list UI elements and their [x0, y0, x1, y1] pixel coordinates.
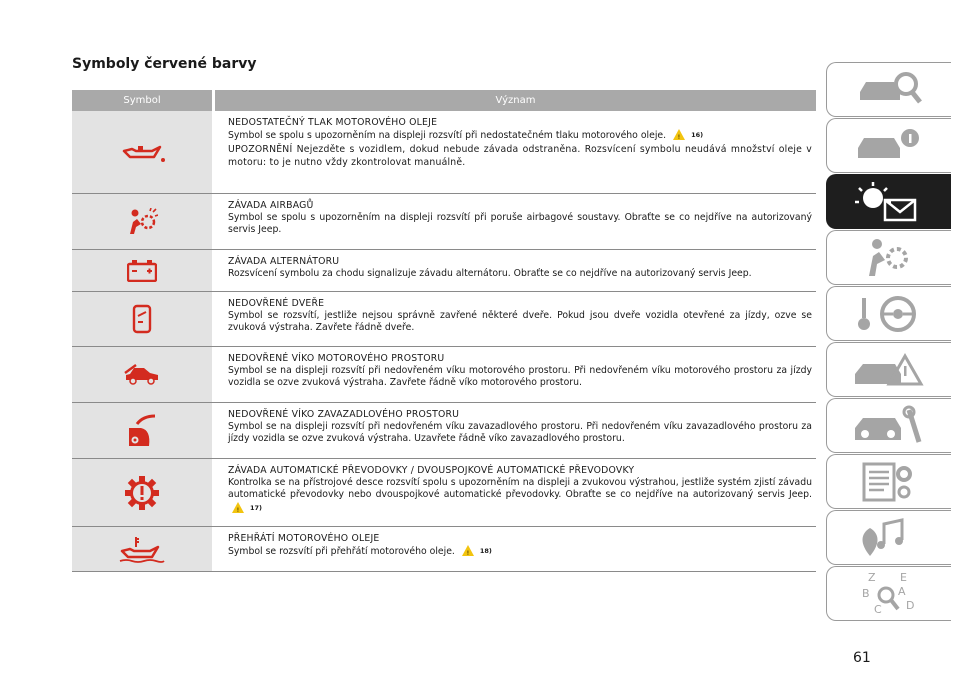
- tab-index[interactable]: [826, 566, 951, 621]
- tab-car-info[interactable]: [826, 118, 951, 173]
- meaning-cell: [215, 527, 816, 571]
- symbol-cell: [72, 347, 212, 402]
- caution-icon: [232, 502, 244, 513]
- row-text: Symbol se spolu s upozorněním na displeji rozsvítí při poruše airbagové soustavy. Obraťte se co nejdříve na autorizovaný servis Jeep.: [228, 212, 812, 236]
- tab-technical-data[interactable]: [826, 454, 951, 509]
- symbol-cell: [72, 459, 212, 526]
- header-meaning: Význam: [495, 95, 536, 106]
- symbol-cell: [72, 250, 212, 291]
- tab-multimedia[interactable]: [826, 510, 951, 565]
- note-ref: 18): [479, 547, 492, 556]
- index-icon: [854, 569, 924, 619]
- car-search-icon: [854, 70, 924, 110]
- table-row: [72, 292, 816, 347]
- table-row: [72, 527, 816, 572]
- table-row: [72, 459, 816, 527]
- meaning-cell: [215, 347, 816, 402]
- row-text: Symbol se na displeji rozsvítí při nedovřeném víku motorového prostoru. Při nedovřeném víku motorového prostoru za jízdy vozidla se ozve zvuková výstraha. Zavřete řádně víko motorového prostoru.: [228, 365, 812, 389]
- table-header: [72, 90, 816, 111]
- row-heading: ZÁVADA AIRBAGŮ: [228, 200, 314, 211]
- tab-warning-lights[interactable]: [826, 174, 951, 229]
- note-ref: 16): [691, 131, 704, 140]
- row-heading: ZÁVADA AUTOMATICKÉ PŘEVODOVKY / DVOUSPOJKOVÉ AUTOMATICKÉ PŘEVODOVKY: [228, 465, 635, 476]
- airbag-fault-icon: [126, 208, 158, 236]
- page-title: Symboly červené barvy: [72, 56, 257, 72]
- svg-text:!: !: [677, 134, 681, 141]
- meaning-cell: [215, 111, 816, 193]
- header-symbol: Symbol: [123, 95, 161, 106]
- car-info-icon: [854, 126, 924, 166]
- meaning-cell: [215, 403, 816, 458]
- battery-icon: [127, 260, 157, 282]
- row-heading: NEDOVŘENÉ VÍKO MOTOROVÉHO PROSTORU: [228, 353, 445, 364]
- technical-data-icon: [854, 460, 924, 504]
- row-text: Rozsvícení symbolu za chodu signalizuje závadu alternátoru. Obraťte se co nejdříve na autorizovaný servis Jeep.: [228, 268, 752, 280]
- airbag-seat-icon: [859, 236, 919, 280]
- meaning-cell: [215, 459, 816, 526]
- row-heading: ZÁVADA ALTERNÁTORU: [228, 256, 340, 267]
- symbol-cell: [72, 527, 212, 571]
- row-heading: PŘEHŘÁTÍ MOTOROVÉHO OLEJE: [228, 533, 380, 544]
- row-heading: NEDOVŘENÉ DVEŘE: [228, 298, 325, 309]
- car-maintenance-icon: [849, 404, 929, 448]
- multimedia-icon: [854, 516, 924, 560]
- oil-overheat-icon: [118, 535, 166, 563]
- row-text: Kontrolka se na přístrojové desce rozsvítí spolu s upozorněním na displeji a zvukovou výstrahou, jestliže systém zjistí závadu automatické převodovky nebo dvouspojkové automatické převodovky. Obraťte se co nejdříve na autorizovaný servis Jeep.: [228, 477, 812, 501]
- symbol-cell: [72, 111, 212, 193]
- index-letter-c: C: [874, 602, 882, 616]
- index-letter-d: D: [906, 598, 915, 612]
- row-text: Symbol se rozsvítí, jestliže nejsou správně zavřené některé dveře. Pokud jsou dveře vozidla otevřené za jízdy, ozve se zvuková výstraha. Zavřete řádně dveře.: [228, 310, 812, 334]
- row-heading: NEDOSTATEČNÝ TLAK MOTOROVÉHO OLEJE: [228, 117, 438, 128]
- symbol-cell: [72, 292, 212, 346]
- meaning-cell: [215, 292, 816, 346]
- tab-car-search[interactable]: [826, 62, 951, 117]
- starting-driving-icon: [854, 292, 924, 336]
- row-text: Symbol se na displeji rozsvítí při nedovřeném víku zavazadlového prostoru. Při nedovřeném víku zavazadlového prostoru za jízdy vozidla se ozve zvuková výstraha. Uzavřete řádně víko zavazadlového prostoru.: [228, 421, 812, 445]
- row-text: Symbol se spolu s upozorněním na displeji rozsvítí při nedostatečném tlaku motorového oleje.: [228, 130, 667, 142]
- index-letter-e: E: [900, 570, 907, 584]
- page-number: 61: [853, 650, 871, 666]
- table-row: [72, 347, 816, 403]
- table-row: [72, 111, 816, 194]
- tab-maintenance[interactable]: [826, 398, 951, 453]
- symbol-cell: [72, 194, 212, 249]
- tab-emergency[interactable]: [826, 342, 951, 397]
- hood-open-icon: [124, 364, 160, 386]
- caution-icon: [673, 129, 685, 140]
- emergency-triangle-icon: [849, 348, 929, 392]
- transmission-fault-icon: [125, 476, 159, 510]
- index-letter-a: A: [898, 584, 906, 598]
- tab-starting-driving[interactable]: [826, 286, 951, 341]
- index-letter-b: B: [862, 586, 870, 600]
- meaning-cell: [215, 194, 816, 249]
- note-ref: 17): [250, 503, 263, 512]
- row-text: Symbol se rozsvítí při přehřátí motorového oleje.: [228, 546, 455, 558]
- meaning-cell: [215, 250, 816, 291]
- svg-text:!: !: [236, 506, 240, 513]
- tab-safety[interactable]: [826, 230, 951, 285]
- liftgate-open-icon: [127, 414, 157, 448]
- table-row: [72, 194, 816, 250]
- oil-pressure-icon: [118, 141, 166, 163]
- table-row: [72, 250, 816, 292]
- table-row: [72, 403, 816, 459]
- door-open-icon: [132, 304, 152, 334]
- warning-light-message-icon: [849, 180, 929, 224]
- row-warning-text: UPOZORNĚNÍ Nejezděte s vozidlem, dokud nebude závada odstraněna. Rozsvícení symbolu neudává množství oleje v motoru: to je nutno vždy zkontrolovat manuálně.: [228, 144, 812, 168]
- warning-symbols-table: [72, 90, 816, 572]
- caution-icon: [462, 545, 474, 556]
- svg-text:!: !: [466, 550, 470, 557]
- row-heading: NEDOVŘENÉ VÍKO ZAVAZADLOVÉHO PROSTORU: [228, 409, 460, 420]
- index-letter-z: Z: [868, 570, 876, 584]
- symbol-cell: [72, 403, 212, 458]
